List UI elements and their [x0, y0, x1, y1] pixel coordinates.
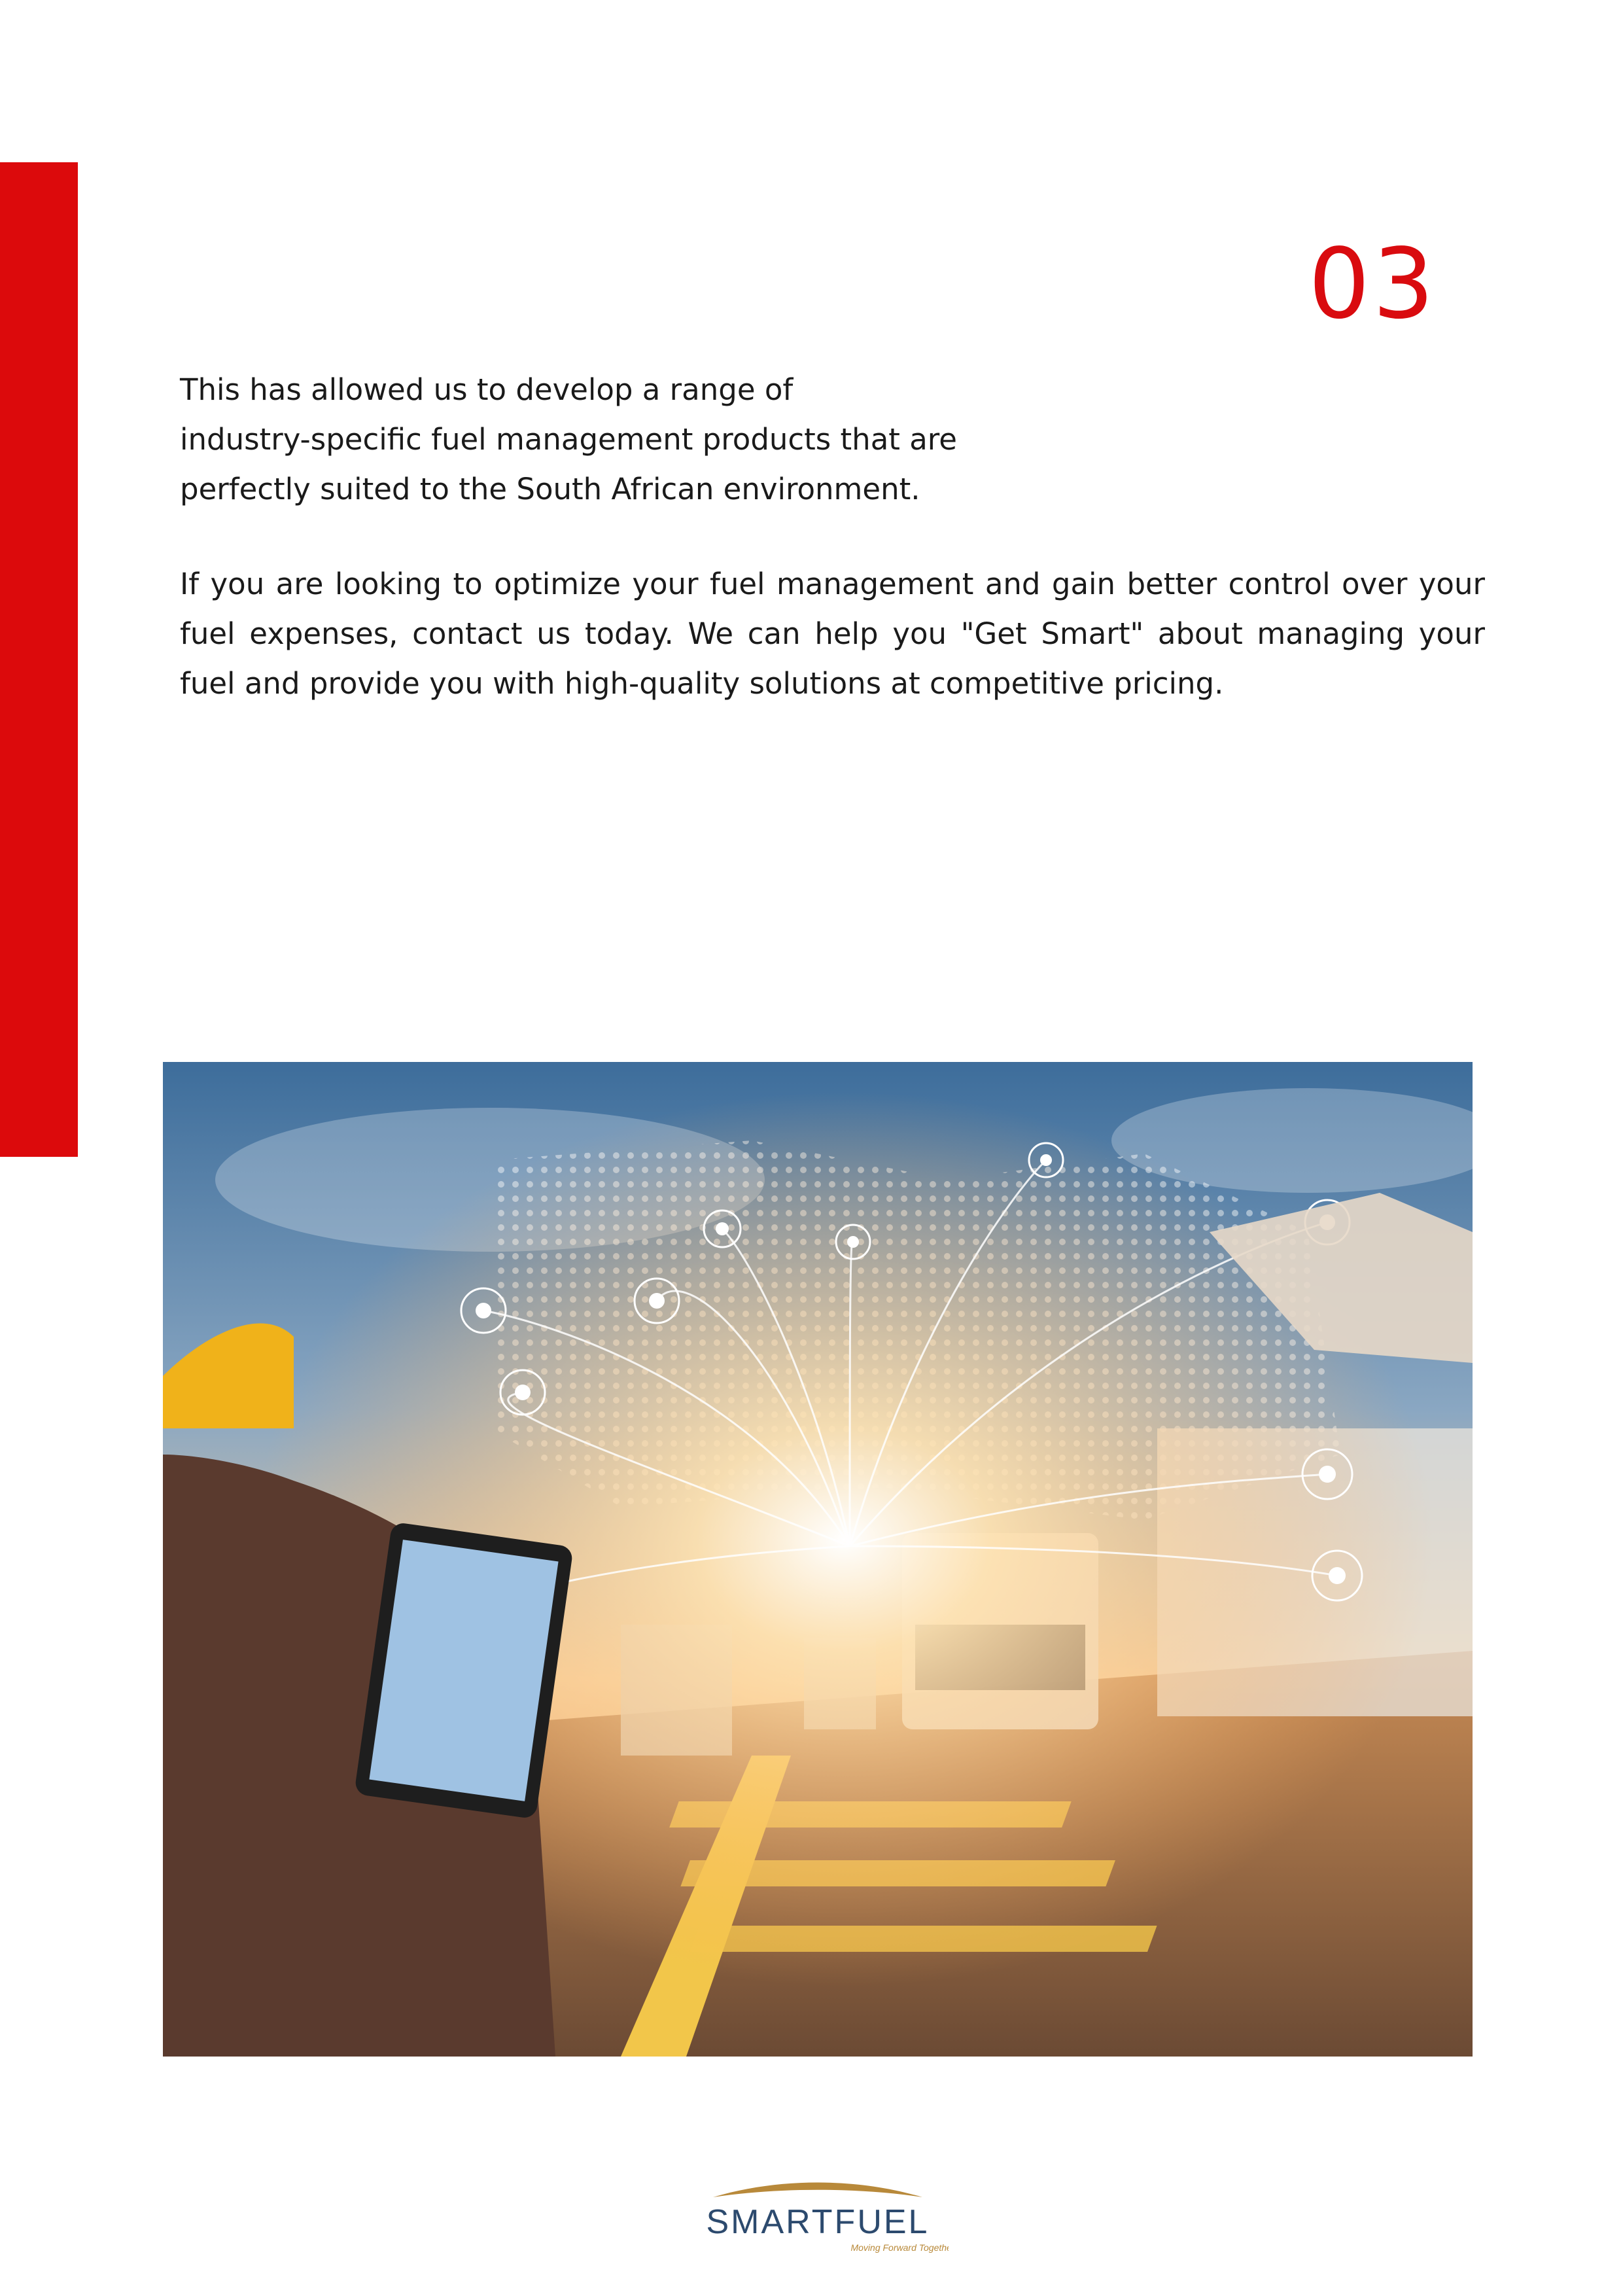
intro-line-1: This has allowed us to develop a range of: [180, 372, 794, 407]
intro-line-2: industry-specific fuel management products that are: [180, 422, 957, 457]
page-number: 03: [1308, 228, 1437, 340]
svg-text:SMARTFUEL: SMARTFUEL: [706, 2203, 930, 2241]
hero-illustration: [163, 1062, 1473, 2057]
intro-paragraph: [180, 365, 1030, 514]
svg-text:Moving Forward Together: Moving Forward Together: [850, 2242, 949, 2253]
hero-image: [163, 1062, 1473, 2057]
smartfuel-logo: [687, 2171, 949, 2263]
red-accent-bar: [0, 162, 78, 1157]
contact-paragraph: If you are looking to optimize your fuel management and gain better control over your fuel expenses, contact us today. We can help you "Get Smart" about managing your fuel and provide you with high-quality solutions at competitive pricing.: [180, 567, 1485, 701]
intro-line-3: perfectly suited to the South African environment.: [180, 472, 920, 506]
